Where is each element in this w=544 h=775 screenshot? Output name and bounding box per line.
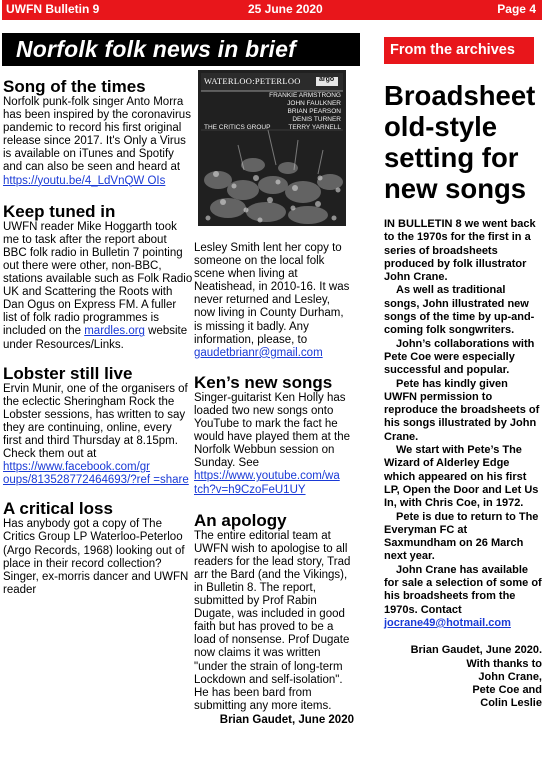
article-lobster-text: Ervin Munir, one of the organisers of the eclectic Sheringham Rock the Lobster sessions, has written to say they are continuing, online, every first and third Thursday at 8.15pm. Check them out at [3, 382, 188, 461]
mardles-link[interactable]: mardles.org [84, 325, 145, 338]
article-lobster-body [3, 383, 193, 488]
album-name: FRANKIE ARMSTRONG [269, 92, 341, 99]
signature-line: Colin Leslie [480, 697, 542, 710]
column-archive [384, 80, 542, 711]
archive-para-4: Pete has kindly given UWFN permission to reproduce the broadsheets of his songs illustrated by John Crane. [384, 377, 540, 443]
article-loss-body: Has anybody got a copy of The Critics Group LP Waterloo-Peterloo (Argo Records, 1968) looking out of place in their record collection? Singer, ex-morris dancer and UWFN reader [3, 518, 189, 596]
headline-keep-tuned-in: Keep tuned in [3, 201, 116, 221]
article-song-text: Norfolk punk-folk singer Anto Morra has been inspired by the coronavirus pandemic to record his first original release since 2017. It's Only a Virus is available on iTunes and Spotify and can also be seen and heard at [3, 96, 191, 174]
archive-para-6: Pete is due to return to The Everyman FC at Saxmundham on 26 March next year. [384, 510, 539, 563]
email-crane-link[interactable]: jocrane49@hotmail.com [384, 616, 511, 629]
signature-line: John Crane, [478, 670, 542, 683]
album-names [269, 92, 341, 132]
album-label: argo [319, 76, 335, 83]
headline-kens-new-songs: Ken’s new songs [194, 372, 333, 392]
album-cover-image [198, 70, 346, 226]
article-loss-continued [194, 242, 354, 360]
archive-para-2: As well as traditional songs, John illustrated new songs of the time by up-and-coming folk songwriters. [384, 284, 535, 337]
article-loss-text-continued: Lesley Smith lent her copy to someone on the local folk scene when living at Neatishead, in 2010-16. It was never returned and Lesley, now living in County Durham, is missing it badly. Any information, please, to [194, 242, 350, 346]
header-bar [2, 0, 542, 20]
album-name: JOHN FAULKNER [287, 100, 341, 107]
archive-para-7-text: John Crane has available for sale a selection of some of his broadsheets from the 1970s. Contact [384, 563, 542, 616]
archive-banner [384, 37, 534, 64]
email-gaudet-link[interactable]: gaudetbrianr@gmail.com [194, 346, 323, 359]
youtube-link[interactable]: https://youtu.be/4_LdVnQW OIs [3, 174, 166, 187]
signature-line: Pete Coe and [472, 684, 542, 697]
headline-an-apology: An apology [194, 510, 287, 530]
article-tuned-body [3, 221, 193, 352]
archive-headline: Broadsheet old-style setting for new songs [384, 80, 536, 204]
page-number: Page 4 [497, 2, 536, 16]
headline-song-of-the-times: Song of the times [3, 77, 146, 96]
column-left [3, 77, 193, 597]
article-tuned-text-end: website under Resources/Links. [3, 325, 188, 351]
signature-line: Brian Gaudet, June 2020. [410, 644, 542, 657]
archive-para-5: We start with Pete’s The Wizard of Alderley Edge which appeared on his first LP, Open the Door and Let Us In, with Chris Coe, in 1972. [384, 444, 539, 510]
album-name: DENIS TURNER [292, 116, 341, 123]
archive-para-1: IN BULLETIN 8 we went back to the 1970s for the first in a series of broadsheets produced by folk illustrator John Crane. [384, 218, 536, 284]
album-name: BRIAN PEARSON [287, 108, 341, 115]
album-title: WATERLOO:PETERLOO [204, 76, 301, 86]
article-ken-body [194, 392, 354, 497]
archive-para-7 [384, 564, 542, 630]
article-tuned-text: UWFN reader Mike Hoggarth took me to task after the report about BBC folk radio in Bulletin 7 pointing out there were other, non-BBC, stations available such as Folk Radio UK and Scattering the Roots with Dan Ogus on Express FM. A fuller list of folk radio programmes is included on the [3, 220, 193, 338]
bulletin-number: UWFN Bulletin 9 [6, 2, 100, 16]
apology-signature: Brian Gaudet, June 2020 [219, 713, 354, 726]
section-banner [2, 33, 360, 66]
headline-a-critical-loss: A critical loss [3, 499, 113, 519]
section-title: Norfolk folk news in brief [16, 36, 296, 62]
article-ken-text: Singer-guitarist Ken Holly has loaded two new songs onto YouTube to mark the fact he would have played them at the Norfolk Webbun session on Sunday. See [194, 391, 350, 470]
signature-line: With thanks to [466, 657, 542, 670]
facebook-link[interactable]: https://www.facebook.com/gr oups/813528772464693/?ref =share [3, 461, 189, 487]
archive-signature [384, 644, 542, 710]
archive-banner-title: From the archives [390, 42, 515, 58]
headline-lobster-still-live: Lobster still live [3, 363, 133, 383]
column-middle [194, 242, 354, 727]
album-group: THE CRITICS GROUP [204, 124, 271, 131]
youtube-ken-link[interactable]: https://www.youtube.com/wa tch?v=h9CzoFeU1UY [194, 470, 340, 496]
issue-date: 25 June 2020 [248, 2, 323, 16]
archive-para-3: John’s collaborations with Pete Coe were especially successful and popular. [384, 337, 535, 377]
article-song-body [3, 96, 193, 188]
archive-article [384, 218, 542, 711]
album-name: TERRY YARNELL [288, 124, 341, 131]
article-apology-body: The entire editorial team at UWFN wish to apologise to all readers for the lead story, Trad arr the Bard (and the Vikings), in Bulletin 8. The report, submitted by Prof Rabin Dugate, was included in good faith but has proved to be a load of nonsense. Prof Dugate now claims it was written "under the strain of long-term Lockdown and self-isolation". He has been bard from submitting any more items. [194, 529, 351, 712]
